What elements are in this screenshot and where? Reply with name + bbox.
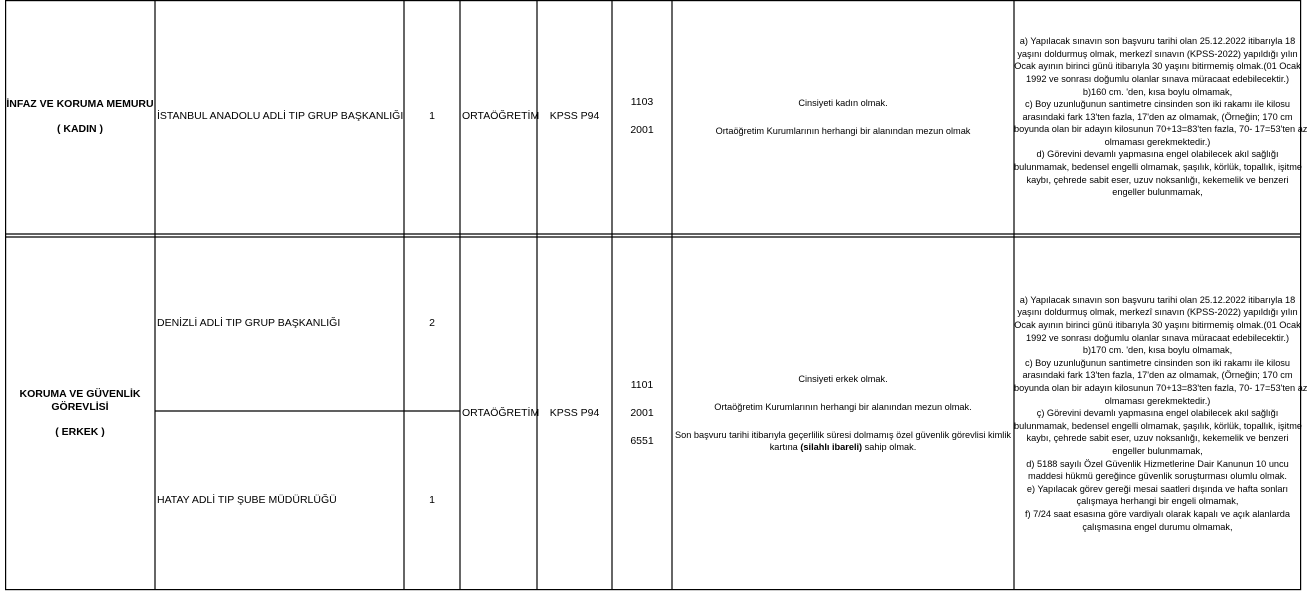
condition-line: Cinsiyeti erkek olmak. (798, 374, 888, 385)
requirement-line: Ocak ayının birinci günü itibarıyla 30 yaşını bitirmemiş olmak.(01 Ocak (1014, 320, 1301, 331)
requirements-cell (1014, 0, 1308, 234)
requirement-line: arasındaki fark 13'ten fazla, 17'den az olmamak, (Örneğin; 170 cm (1022, 111, 1293, 122)
education-cell (460, 0, 540, 234)
condition-line (770, 441, 917, 454)
condition-text: kartına (769, 442, 801, 453)
requirement-line: bulunmamak, bedensel engelli olmamak, şaşılık, körlük, topallık, işitme (1014, 420, 1303, 431)
position-cell (5, 0, 155, 234)
exam-score-cell (537, 237, 612, 590)
exam-score-type: KPSS P94 (549, 406, 600, 419)
position-count: 1 (429, 493, 435, 506)
exam-score-type: KPSS P94 (549, 110, 600, 123)
requirement-line: a) Yapılacak sınavın son başvuru tarihi olan 25.12.2022 itibarıyla 18 (1019, 294, 1296, 305)
requirement-line: engeller bulunmamak, (1112, 187, 1203, 198)
requirement-line: kaybı, çehrede sabit eser, uzuv noksanlığı, kekemelik ve benzeri (1026, 174, 1289, 185)
requirement-line: yaşını doldurmuş olmak, merkezî sınavın (KPSS-2022) yapıldığı yılın (1017, 48, 1298, 59)
position-title: KORUMA VE GÜVENLİK (19, 387, 141, 400)
education-cell (460, 237, 540, 590)
requirement-line: kaybı, çehrede sabit eser, uzuv noksanlığı, kekemelik ve benzeri (1026, 433, 1289, 444)
requirement-line: e) Yapılacak görev gereği mesai saatleri dışında ve hafta sonları (1026, 483, 1289, 494)
conditions-cell (672, 0, 1014, 234)
requirement-line: d) 5188 sayılı Özel Güvenlik Hizmetlerine Dair Kanunun 10 uncu (1026, 458, 1289, 469)
position-title: İNFAZ VE KORUMA MEMURU (6, 97, 154, 110)
qualification-code: 1103 (630, 96, 654, 109)
requirement-line: arasındaki fark 13'ten fazla, 17'den az olmamak, (Örneğin; 170 cm (1022, 370, 1293, 381)
requirement-line: çalışmasına engel durumu olmamak, (1082, 521, 1233, 532)
count-cell (404, 411, 460, 590)
requirement-line: ç) Görevini devamlı yapmasına engel olabilecek akıl sağlığı (1036, 408, 1279, 419)
requirement-line: Ocak ayının birinci günü itibarıyla 30 yaşını bitirmemiş olmak.(01 Ocak (1014, 61, 1301, 72)
condition-line: Cinsiyeti kadın olmak. (798, 97, 888, 108)
count-cell (404, 0, 460, 234)
qualification-code: 2001 (630, 406, 654, 419)
requirement-line: bulunmamak, bedensel engelli olmamak, şaşılık, körlük, topallık, işitme (1014, 162, 1303, 173)
condition-emphasis: (silahlı ibareli) (800, 442, 863, 453)
requirement-line: 1992 ve sonrası doğumlu olanlar sınava müracaat edebilecektir.) (1025, 73, 1289, 84)
position-table (5, 0, 1308, 590)
codes-cell (612, 237, 672, 590)
education-level: ORTAÖĞRETİM (462, 406, 540, 419)
count-cell (404, 237, 460, 411)
requirement-line: olmaması gerekmektedir.) (1104, 395, 1211, 406)
condition-line: Ortaöğretim Kurumlarının herhangi bir alanından mezun olmak. (714, 401, 972, 412)
requirement-line: b)160 cm. 'den, kısa boylu olmamak, (1082, 86, 1233, 97)
exam-score-cell (537, 0, 612, 234)
institution-cell (155, 237, 404, 411)
conditions-cell (672, 237, 1014, 590)
requirement-line: c) Boy uzunluğunun santimetre cinsinden son iki rakamı ile kilosu (1024, 357, 1291, 368)
position-title: GÖREVLİSİ (51, 400, 109, 413)
institution-cell (155, 411, 404, 590)
condition-line: Ortaöğretim Kurumlarının herhangi bir alanından mezun olmak (715, 125, 971, 136)
codes-cell (612, 0, 672, 234)
position-count: 1 (429, 110, 435, 123)
position-cell (5, 237, 155, 590)
institution-name: HATAY ADLİ TIP ŞUBE MÜDÜRLÜĞÜ (157, 493, 337, 506)
qualification-code: 2001 (630, 124, 654, 137)
requirement-line: yaşını doldurmuş olmak, merkezî sınavın (KPSS-2022) yapıldığı yılın (1017, 307, 1298, 318)
requirement-line: c) Boy uzunluğunun santimetre cinsinden son iki rakamı ile kilosu (1024, 99, 1291, 110)
requirement-line: 1992 ve sonrası doğumlu olanlar sınava müracaat edebilecektir.) (1025, 332, 1289, 343)
institution-name: İSTANBUL ANADOLU ADLİ TIP GRUP BAŞKANLIĞI (157, 110, 404, 123)
requirement-line: b)170 cm. 'den, kısa boylu olmamak, (1082, 345, 1233, 356)
position-gender: ( ERKEK ) (55, 426, 105, 439)
requirement-line: olmaması gerekmektedir.) (1104, 136, 1211, 147)
institution-cell (155, 0, 404, 234)
requirement-line: a) Yapılacak sınavın son başvuru tarihi olan 25.12.2022 itibarıyla 18 (1019, 36, 1296, 47)
condition-text: sahip olmak. (862, 442, 917, 453)
position-gender: ( KADIN ) (56, 123, 104, 135)
requirement-line: f) 7/24 saat esasına göre vardiyalı olarak kapalı ve açık alanlarda (1024, 508, 1291, 519)
qualification-code: 1101 (630, 378, 654, 391)
requirement-line: çalışmaya herhangi bir engeli olmamak, (1076, 496, 1239, 507)
requirement-line: maddesi hükmü gereğince güvenlik soruşturması olumlu olmak. (1028, 471, 1287, 482)
education-level: ORTAÖĞRETİM (462, 110, 540, 123)
requirement-line: d) Görevini devamlı yapmasına engel olabilecek akıl sağlığı (1036, 149, 1279, 160)
requirements-cell (1014, 237, 1308, 590)
qualification-code: 6551 (630, 434, 654, 447)
condition-line: Son başvuru tarihi itibarıyla geçerlilik süresi dolmamış özel güvenlik görevlisi kimlik (675, 429, 1011, 440)
requirement-line: boyunda olan bir adayın kilosunun 70+13=83'ten fazla, 70- 17=53'ten az (1014, 124, 1308, 135)
requirement-line: boyunda olan bir adayın kilosunun 70+13=83'ten fazla, 70- 17=53'ten az (1014, 383, 1308, 394)
position-count: 2 (429, 317, 435, 330)
institution-name: DENİZLİ ADLİ TIP GRUP BAŞKANLIĞI (157, 317, 341, 330)
requirement-line: engeller bulunmamak, (1112, 445, 1203, 456)
